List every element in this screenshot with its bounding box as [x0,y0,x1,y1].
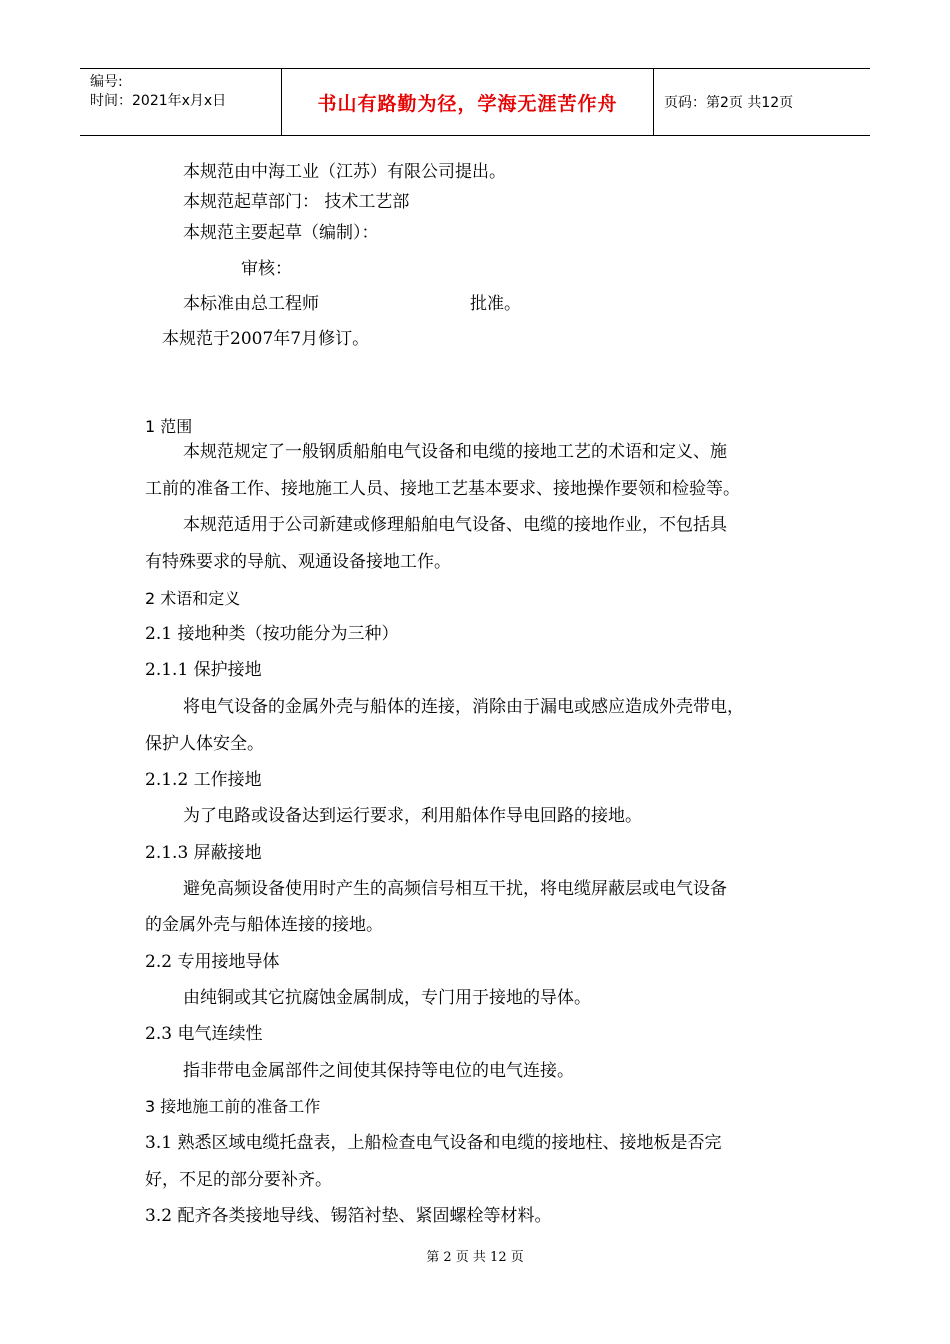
subsection-heading: 2.3 电气连续性 [145,1024,263,1044]
page-info: 页码：第2页 共12页 [664,95,794,111]
paragraph-line: 为了电路或设备达到运行要求，利用船体作导电回路的接地。 [183,806,642,826]
paragraph-line: 本规范规定了一般钢质船舶电气设备和电缆的接地工艺的术语和定义、施 [183,442,727,462]
page-header [80,68,870,136]
intro-line: 批准。 [470,294,521,314]
number-label: 编号: [90,74,123,90]
page-footer: 第 2 页 共 12 页 [426,1250,524,1265]
intro-line: 本标准由总工程师 [183,294,319,314]
paragraph-line: 有特殊要求的导航、观通设备接地工作。 [145,552,451,572]
header-page-info-cell [654,69,870,135]
intro-line: 审核： [241,259,292,279]
paragraph-line: 将电气设备的金属外壳与船体的连接，消除由于漏电或感应造成外壳带电， [183,697,744,717]
section-heading: 2 术语和定义 [145,589,241,608]
paragraph-line: 本规范适用于公司新建或修理船舶电气设备、电缆的接地作业，不包括具 [183,515,727,535]
paragraph-line: 工前的准备工作、接地施工人员、接地工艺基本要求、接地操作要领和检验等。 [145,479,740,499]
paragraph-line: 避免高频设备使用时产生的高频信号相互干扰，将电缆屏蔽层或电气设备 [183,879,727,899]
paragraph-line: 指非带电金属部件之间使其保持等电位的电气连接。 [183,1061,574,1081]
time-label: 时间：2021年x月x日 [90,93,227,109]
paragraph-line: 由纯铜或其它抗腐蚀金属制成，专门用于接地的导体。 [183,988,591,1008]
header-left-cell [80,69,282,135]
subsection-heading: 2.1.1 保护接地 [145,660,262,680]
motto: 书山有路勤为径，学海无涯苦作舟 [317,92,618,115]
intro-line: 本规范于2007年7月修订。 [162,329,370,349]
section-heading: 3 接地施工前的准备工作 [145,1097,321,1116]
section-heading: 1 范围 [145,417,193,436]
subsection-heading: 2.1 接地种类（按功能分为三种） [145,624,399,644]
paragraph-line: 好，不足的部分要补齐。 [145,1170,332,1190]
intro-line: 本规范主要起草（编制）： [183,223,379,243]
paragraph-line: 保护人体安全。 [145,734,264,754]
subsection-heading: 2.2 专用接地导体 [145,952,280,972]
paragraph-line: 3.1 熟悉区域电缆托盘表，上船检查电气设备和电缆的接地柱、接地板是否完 [145,1133,722,1153]
subsection-heading: 2.1.3 屏蔽接地 [145,843,262,863]
intro-line: 本规范由中海工业（江苏）有限公司提出。 [183,162,506,182]
subsection-heading: 2.1.2 工作接地 [145,770,262,790]
header-motto-cell [282,69,654,135]
intro-line: 本规范起草部门： 技术工艺部 [183,192,410,212]
paragraph-line: 的金属外壳与船体连接的接地。 [145,915,383,935]
paragraph-line: 3.2 配齐各类接地导线、锡箔衬垫、紧固螺栓等材料。 [145,1206,552,1226]
